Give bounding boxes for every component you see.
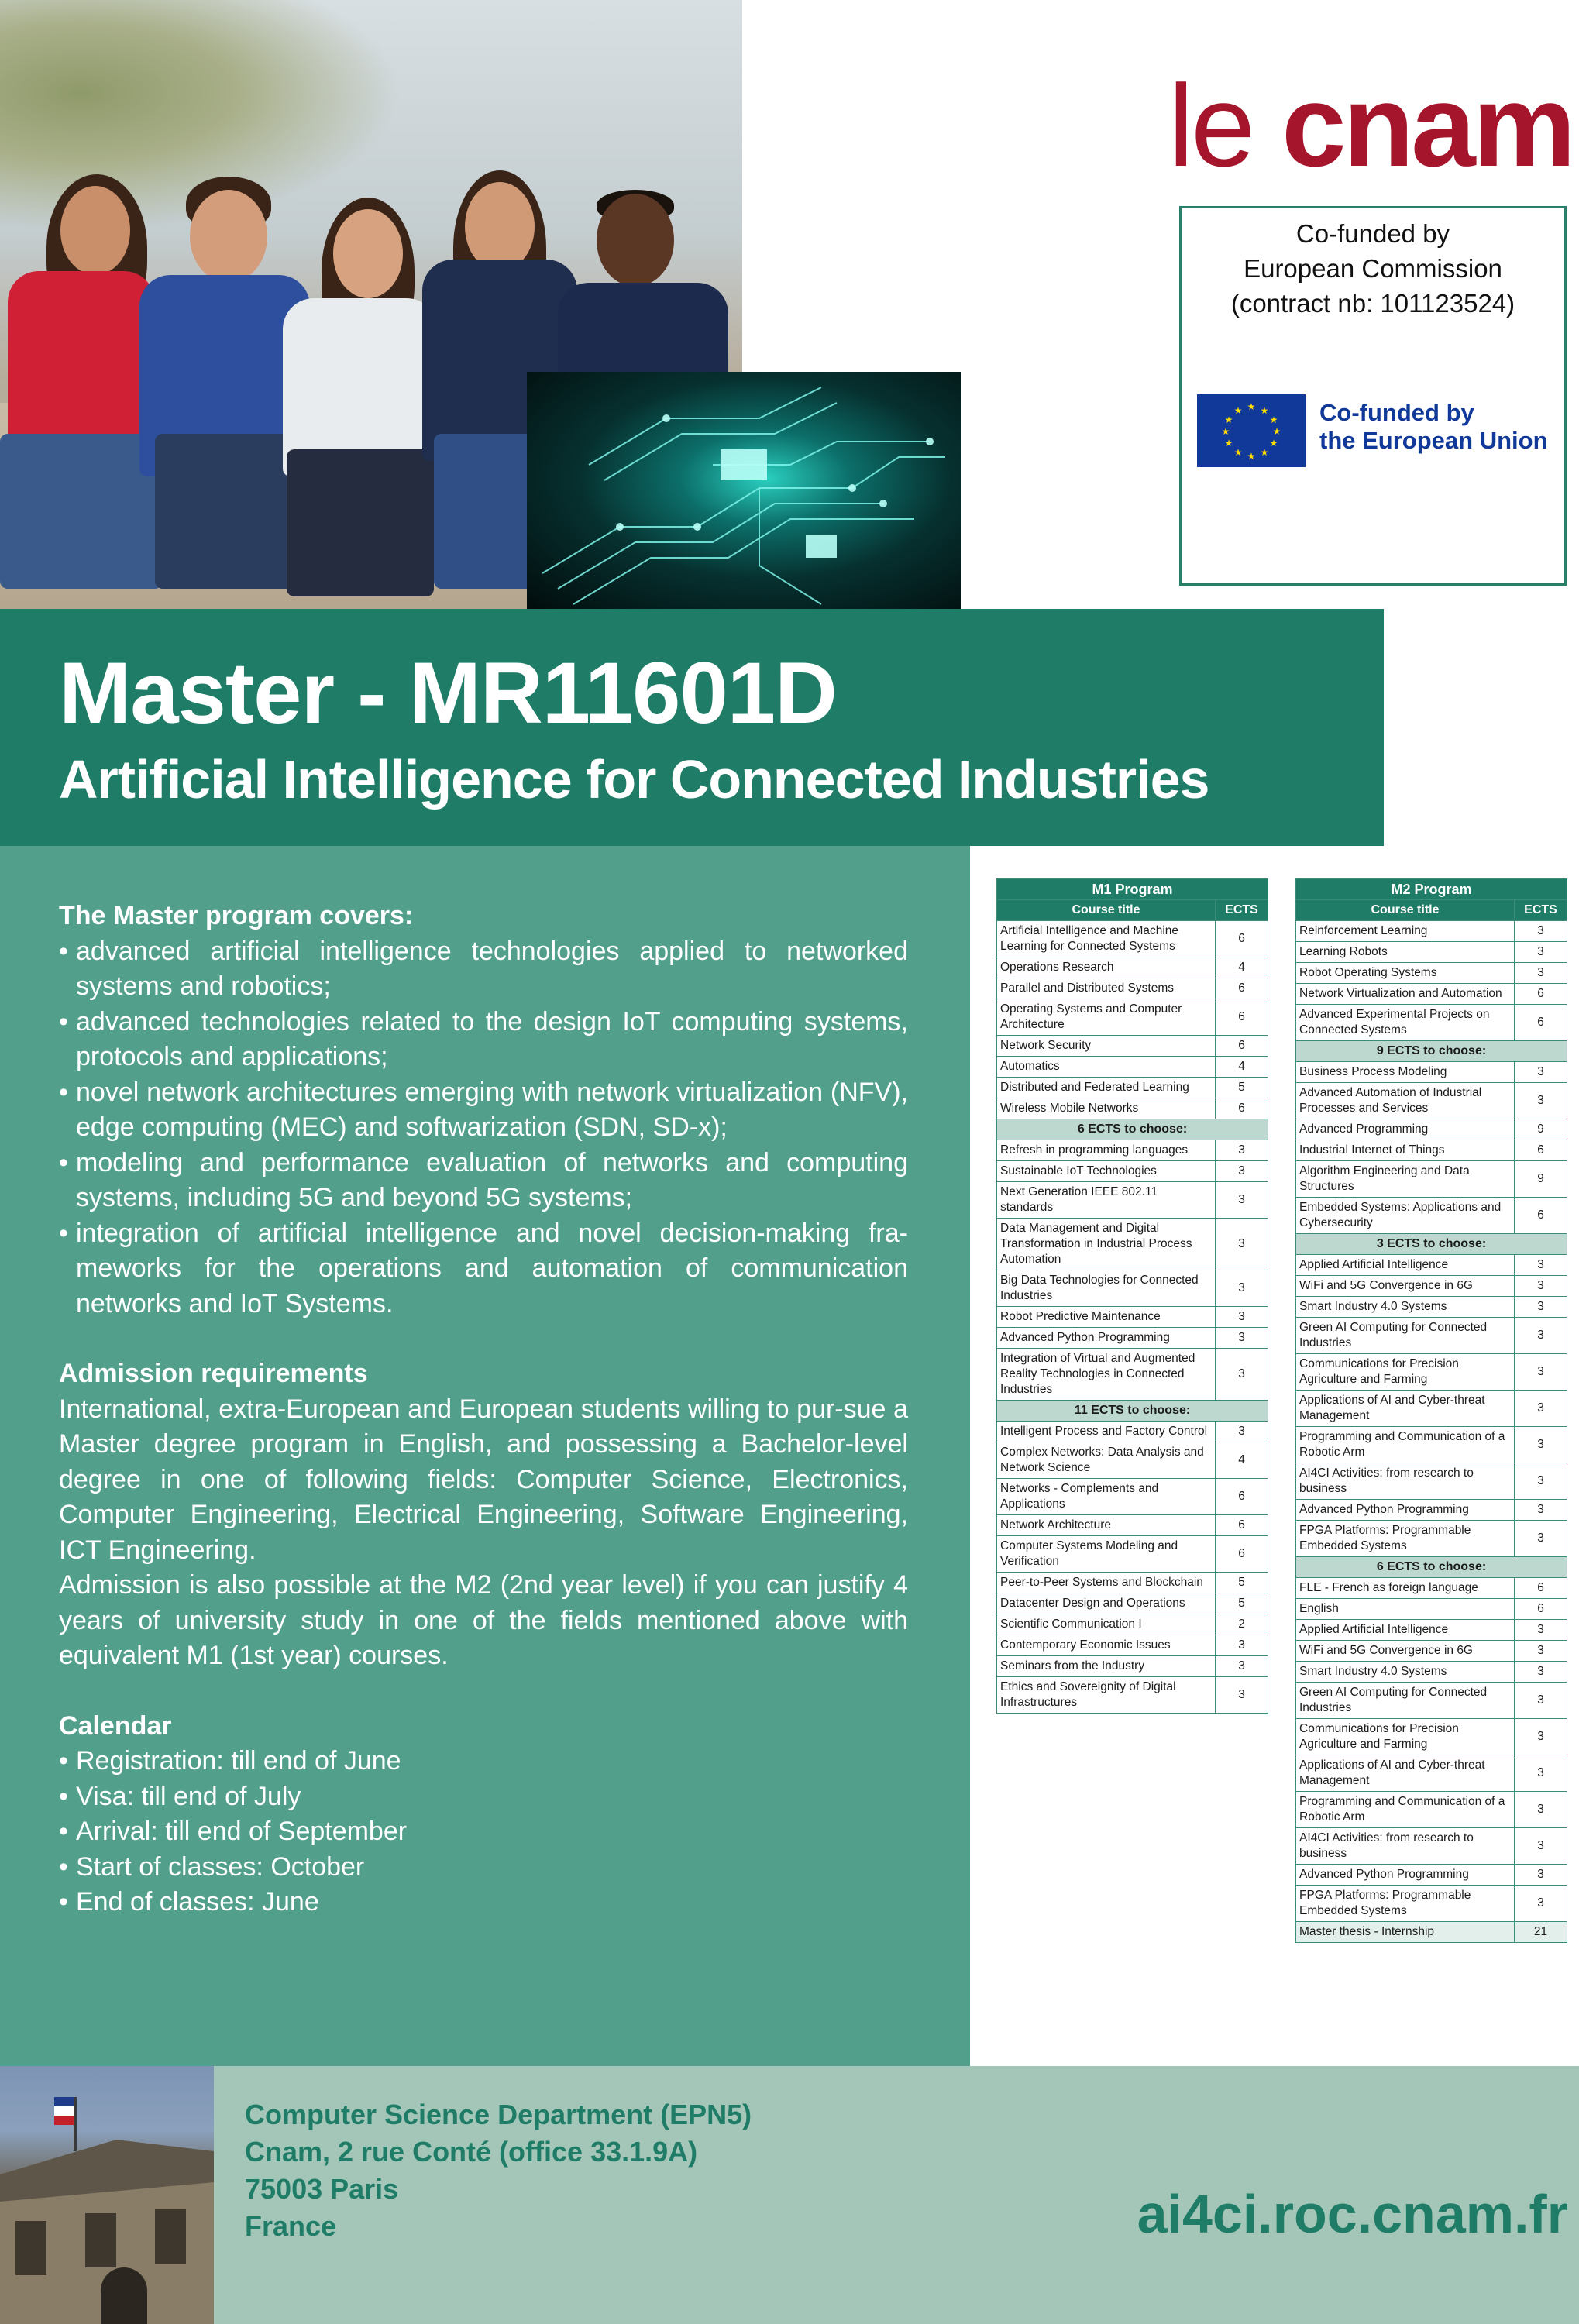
m2-col-course: Course title xyxy=(1296,900,1515,921)
course-ects: 3 xyxy=(1515,1255,1567,1276)
table-row xyxy=(1296,1578,1567,1599)
program-bullet: • integration of artificial intelligence and novel decision-making fra-meworks for the operations and automation of communication networks and IoT Systems. xyxy=(59,1216,908,1322)
course-title: Network Architecture xyxy=(997,1515,1216,1536)
m1-col-ects: ECTS xyxy=(1216,900,1268,921)
course-title: Master thesis - Internship xyxy=(1296,1922,1515,1943)
table-row xyxy=(997,1140,1268,1161)
calendar-item: • Registration: till end of June xyxy=(59,1744,908,1779)
eu-label-1: Co-funded by xyxy=(1319,399,1474,426)
master-code-title: Master - MR11601D xyxy=(59,645,837,741)
course-title: Green AI Computing for Connected Industries xyxy=(1296,1318,1515,1354)
course-title: Business Process Modeling xyxy=(1296,1062,1515,1083)
course-title: Parallel and Distributed Systems xyxy=(997,978,1216,999)
course-ects: 3 xyxy=(1515,1062,1567,1083)
course-title: Next Generation IEEE 802.11 standards xyxy=(997,1182,1216,1219)
course-title: Sustainable IoT Technologies xyxy=(997,1161,1216,1182)
section-label: 11 ECTS to choose: xyxy=(997,1401,1268,1422)
course-title: AI4CI Activities: from research to business xyxy=(1296,1828,1515,1865)
table-row xyxy=(997,1057,1268,1078)
course-ects: 3 xyxy=(1515,1354,1567,1391)
section-label: 6 ECTS to choose: xyxy=(1296,1557,1567,1578)
table-row xyxy=(1296,1683,1567,1719)
table-row xyxy=(1296,1318,1567,1354)
course-ects: 3 xyxy=(1515,921,1567,942)
m2-table-title: M2 Program xyxy=(1296,879,1567,900)
course-title: Data Management and Digital Transformation in Industrial Process Automation xyxy=(997,1219,1216,1270)
cofund-line-1: Co-funded by xyxy=(1295,219,1450,248)
calendar-heading: Calendar xyxy=(59,1710,172,1741)
course-title: Network Virtualization and Automation xyxy=(1296,984,1515,1005)
course-title: AI4CI Activities: from research to business xyxy=(1296,1463,1515,1500)
table-row xyxy=(997,1349,1268,1401)
address-line: 75003 Paris xyxy=(245,2173,399,2205)
svg-text:★: ★ xyxy=(1269,438,1278,449)
table-row xyxy=(1296,1922,1567,1943)
program-bullet: • modeling and performance evaluation of networks and computing systems, including 5G and beyond 5G systems; xyxy=(59,1146,908,1216)
course-ects: 3 xyxy=(1515,1083,1567,1119)
course-ects: 5 xyxy=(1216,1573,1268,1593)
table-row xyxy=(997,1270,1268,1307)
svg-text:★: ★ xyxy=(1247,451,1256,462)
course-ects: 3 xyxy=(1515,1620,1567,1641)
course-title: Automatics xyxy=(997,1057,1216,1078)
section-label: 6 ECTS to choose: xyxy=(997,1119,1268,1140)
table-row xyxy=(1296,1828,1567,1865)
table-row xyxy=(997,978,1268,999)
course-ects: 21 xyxy=(1515,1922,1567,1943)
svg-text:★: ★ xyxy=(1269,414,1278,425)
course-ects: 6 xyxy=(1216,1536,1268,1573)
course-ects: 3 xyxy=(1216,1635,1268,1656)
table-row xyxy=(997,1328,1268,1349)
table-row xyxy=(1296,1599,1567,1620)
info-content xyxy=(59,899,908,1920)
table-row xyxy=(997,1161,1268,1182)
course-ects: 4 xyxy=(1216,957,1268,978)
master-subtitle: Artificial Intelligence for Connected Industries xyxy=(59,749,1209,810)
table-row xyxy=(1296,1620,1567,1641)
course-title: Programming and Communication of a Robotic Arm xyxy=(1296,1792,1515,1828)
course-title: Complex Networks: Data Analysis and Network Science xyxy=(997,1442,1216,1479)
course-title: Advanced Python Programming xyxy=(1296,1500,1515,1521)
course-ects: 5 xyxy=(1216,1078,1268,1098)
course-ects: 6 xyxy=(1515,1140,1567,1161)
course-ects: 3 xyxy=(1216,1182,1268,1219)
course-title: FLE - French as foreign language xyxy=(1296,1578,1515,1599)
program-bullet: • novel network architectures emerging with network virtualization (NFV), edge computing (MEC) and softwarization (SDN, SD-x); xyxy=(59,1075,908,1146)
course-ects: 6 xyxy=(1515,1005,1567,1041)
table-row xyxy=(997,1479,1268,1515)
course-ects: 6 xyxy=(1216,921,1268,957)
table-row xyxy=(1296,963,1567,984)
table-row xyxy=(1296,1755,1567,1792)
address-line: Cnam, 2 rue Conté (office 33.1.9A) xyxy=(245,2136,698,2168)
admission-heading: Admission requirements xyxy=(59,1359,368,1388)
table-section-row xyxy=(1296,1234,1567,1255)
course-title: Programming and Communication of a Robotic Arm xyxy=(1296,1427,1515,1463)
course-title: Contemporary Economic Issues xyxy=(997,1635,1216,1656)
course-title: English xyxy=(1296,1599,1515,1620)
course-ects: 3 xyxy=(1515,1391,1567,1427)
course-title: Applications of AI and Cyber-threat Management xyxy=(1296,1755,1515,1792)
table-row xyxy=(1296,984,1567,1005)
course-ects: 3 xyxy=(1515,1276,1567,1297)
course-ects: 6 xyxy=(1515,1599,1567,1620)
svg-text:★: ★ xyxy=(1233,447,1243,458)
course-title: Applied Artificial Intelligence xyxy=(1296,1620,1515,1641)
table-row xyxy=(1296,1255,1567,1276)
course-title: FPGA Platforms: Programmable Embedded Systems xyxy=(1296,1521,1515,1557)
table-row xyxy=(997,1536,1268,1573)
cofunding-box xyxy=(1179,206,1567,586)
eu-label-2: the European Union xyxy=(1319,427,1548,454)
course-title: Reinforcement Learning xyxy=(1296,921,1515,942)
cofund-line-2: European Commission xyxy=(1244,254,1502,283)
course-ects: 6 xyxy=(1216,999,1268,1036)
table-row xyxy=(997,1182,1268,1219)
course-title: Robot Predictive Maintenance xyxy=(997,1307,1216,1328)
svg-text:★: ★ xyxy=(1260,447,1269,458)
course-ects: 3 xyxy=(1216,1270,1268,1307)
course-ects: 9 xyxy=(1515,1161,1567,1198)
table-row xyxy=(997,1656,1268,1677)
table-row xyxy=(997,1593,1268,1614)
table-row xyxy=(1296,1463,1567,1500)
course-title: Advanced Python Programming xyxy=(1296,1865,1515,1886)
course-title: Network Security xyxy=(997,1036,1216,1057)
course-title: Operations Research xyxy=(997,957,1216,978)
program-bullet: • advanced technologies related to the design IoT computing systems, protocols and applications; xyxy=(59,1005,908,1075)
course-title: Artificial Intelligence and Machine Learning for Connected Systems xyxy=(997,921,1216,957)
table-row xyxy=(1296,1641,1567,1662)
calendar-item: • Visa: till end of July xyxy=(59,1779,908,1815)
svg-text:★: ★ xyxy=(1224,438,1233,449)
table-section-row xyxy=(1296,1557,1567,1578)
course-title: Communications for Precision Agriculture and Farming xyxy=(1296,1719,1515,1755)
table-row xyxy=(997,1219,1268,1270)
course-ects: 3 xyxy=(1515,1755,1567,1792)
course-title: Advanced Automation of Industrial Processes and Services xyxy=(1296,1083,1515,1119)
course-title: Embedded Systems: Applications and Cybersecurity xyxy=(1296,1198,1515,1234)
calendar-item: • Arrival: till end of September xyxy=(59,1814,908,1850)
address-line: Computer Science Department (EPN5) xyxy=(245,2099,752,2130)
eu-flag-icon xyxy=(1197,394,1306,467)
section-label: 3 ECTS to choose: xyxy=(1296,1234,1567,1255)
table-row xyxy=(1296,1198,1567,1234)
svg-text:★: ★ xyxy=(1260,405,1269,416)
table-row xyxy=(997,957,1268,978)
course-ects: 3 xyxy=(1515,1719,1567,1755)
table-row xyxy=(1296,1140,1567,1161)
course-ects: 3 xyxy=(1216,1140,1268,1161)
cofund-line-3: (contract nb: 101123524) xyxy=(1230,289,1515,318)
table-row xyxy=(1296,1521,1567,1557)
program-heading: The Master program covers: xyxy=(59,901,414,930)
table-row xyxy=(1296,1276,1567,1297)
calendar-item: • Start of classes: October xyxy=(59,1850,908,1886)
table-row xyxy=(997,1442,1268,1479)
course-title: Distributed and Federated Learning xyxy=(997,1078,1216,1098)
table-row xyxy=(1296,1886,1567,1922)
table-row xyxy=(1296,1662,1567,1683)
course-title: Robot Operating Systems xyxy=(1296,963,1515,984)
course-ects: 3 xyxy=(1216,1219,1268,1270)
course-title: Refresh in programming languages xyxy=(997,1140,1216,1161)
table-row xyxy=(997,1078,1268,1098)
svg-text:★: ★ xyxy=(1247,401,1256,412)
course-title: Green AI Computing for Connected Industries xyxy=(1296,1683,1515,1719)
m1-program-table xyxy=(996,878,1268,1714)
course-title: Advanced Programming xyxy=(1296,1119,1515,1140)
course-title: Industrial Internet of Things xyxy=(1296,1140,1515,1161)
course-ects: 3 xyxy=(1216,1161,1268,1182)
course-ects: 6 xyxy=(1216,1479,1268,1515)
course-ects: 3 xyxy=(1515,1318,1567,1354)
course-ects: 3 xyxy=(1515,963,1567,984)
calendar-item: • End of classes: June xyxy=(59,1885,908,1920)
course-ects: 3 xyxy=(1216,1677,1268,1714)
course-title: WiFi and 5G Convergence in 6G xyxy=(1296,1276,1515,1297)
m1-table-title: M1 Program xyxy=(997,879,1268,900)
course-title: Advanced Python Programming xyxy=(997,1328,1216,1349)
course-ects: 3 xyxy=(1515,1463,1567,1500)
course-title: FPGA Platforms: Programmable Embedded Systems xyxy=(1296,1886,1515,1922)
course-title: Intelligent Process and Factory Control xyxy=(997,1422,1216,1442)
table-row xyxy=(1296,1297,1567,1318)
course-ects: 3 xyxy=(1515,1427,1567,1463)
course-title: Big Data Technologies for Connected Industries xyxy=(997,1270,1216,1307)
course-title: Ethics and Sovereignity of Digital Infrastructures xyxy=(997,1677,1216,1714)
svg-text:★: ★ xyxy=(1272,426,1281,437)
table-row xyxy=(1296,942,1567,963)
course-ects: 3 xyxy=(1515,1662,1567,1683)
table-row xyxy=(1296,1792,1567,1828)
admission-paragraph: International, extra-European and European students willing to pur-sue a Master degree program in English, and possessing a Bachelor-level degree in one of following fields: Computer Science, Electronics, Computer Engineering, Electrical Engineering, Software Engineering, ICT Engineering. xyxy=(59,1394,908,1565)
course-title: Advanced Experimental Projects on Connected Systems xyxy=(1296,1005,1515,1041)
table-row xyxy=(1296,1161,1567,1198)
table-row xyxy=(1296,1354,1567,1391)
course-title: Communications for Precision Agriculture and Farming xyxy=(1296,1354,1515,1391)
svg-text:★: ★ xyxy=(1233,405,1243,416)
course-title: Scientific Communication I xyxy=(997,1614,1216,1635)
course-ects: 9 xyxy=(1515,1119,1567,1140)
course-ects: 3 xyxy=(1515,1865,1567,1886)
course-title: WiFi and 5G Convergence in 6G xyxy=(1296,1641,1515,1662)
table-row xyxy=(997,1677,1268,1714)
course-title: Datacenter Design and Operations xyxy=(997,1593,1216,1614)
course-ects: 3 xyxy=(1515,942,1567,963)
course-ects: 3 xyxy=(1515,1792,1567,1828)
table-section-row xyxy=(997,1401,1268,1422)
table-row xyxy=(1296,1865,1567,1886)
table-row xyxy=(1296,921,1567,942)
program-bullet: • advanced artificial intelligence technologies applied to networked systems and robotics; xyxy=(59,934,908,1005)
table-row xyxy=(1296,1500,1567,1521)
table-row xyxy=(1296,1005,1567,1041)
course-ects: 3 xyxy=(1515,1886,1567,1922)
course-title: Networks - Complements and Applications xyxy=(997,1479,1216,1515)
course-ects: 3 xyxy=(1515,1828,1567,1865)
table-row xyxy=(997,1098,1268,1119)
circuit-board-photo xyxy=(527,372,961,609)
m1-col-course: Course title xyxy=(997,900,1216,921)
table-row xyxy=(997,1635,1268,1656)
cnam-logo: le cnam xyxy=(1168,60,1573,191)
course-ects: 6 xyxy=(1216,1098,1268,1119)
course-ects: 3 xyxy=(1515,1521,1567,1557)
course-title: Applications of AI and Cyber-threat Management xyxy=(1296,1391,1515,1427)
table-row xyxy=(997,921,1268,957)
address-line: France xyxy=(245,2210,337,2242)
svg-text:★: ★ xyxy=(1221,426,1230,437)
table-section-row xyxy=(997,1119,1268,1140)
course-ects: 2 xyxy=(1216,1614,1268,1635)
table-row xyxy=(1296,1427,1567,1463)
course-title: Computer Systems Modeling and Verification xyxy=(997,1536,1216,1573)
course-ects: 6 xyxy=(1515,1578,1567,1599)
course-title: Smart Industry 4.0 Systems xyxy=(1296,1297,1515,1318)
course-ects: 3 xyxy=(1216,1656,1268,1677)
table-section-row xyxy=(1296,1041,1567,1062)
course-ects: 3 xyxy=(1216,1422,1268,1442)
course-ects: 3 xyxy=(1216,1349,1268,1401)
m2-col-ects: ECTS xyxy=(1515,900,1567,921)
table-row xyxy=(997,1422,1268,1442)
course-ects: 3 xyxy=(1515,1683,1567,1719)
course-ects: 3 xyxy=(1216,1307,1268,1328)
course-ects: 4 xyxy=(1216,1442,1268,1479)
course-ects: 6 xyxy=(1216,978,1268,999)
table-row xyxy=(997,1614,1268,1635)
course-title: Operating Systems and Computer Architecture xyxy=(997,999,1216,1036)
course-title: Learning Robots xyxy=(1296,942,1515,963)
course-ects: 6 xyxy=(1216,1515,1268,1536)
course-title: Wireless Mobile Networks xyxy=(997,1098,1216,1119)
table-row xyxy=(1296,1062,1567,1083)
course-title: Algorithm Engineering and Data Structures xyxy=(1296,1161,1515,1198)
course-ects: 4 xyxy=(1216,1057,1268,1078)
website-link[interactable]: ai4ci.roc.cnam.fr xyxy=(1137,2184,1568,2244)
course-title: Integration of Virtual and Augmented Reality Technologies in Connected Industries xyxy=(997,1349,1216,1401)
table-row xyxy=(997,1515,1268,1536)
table-row xyxy=(997,1573,1268,1593)
m2-program-table xyxy=(1295,878,1567,1943)
table-row xyxy=(1296,1083,1567,1119)
course-ects: 3 xyxy=(1515,1297,1567,1318)
section-label: 9 ECTS to choose: xyxy=(1296,1041,1567,1062)
table-row xyxy=(997,1307,1268,1328)
course-title: Peer-to-Peer Systems and Blockchain xyxy=(997,1573,1216,1593)
course-ects: 6 xyxy=(1515,1198,1567,1234)
course-ects: 3 xyxy=(1515,1500,1567,1521)
course-title: Seminars from the Industry xyxy=(997,1656,1216,1677)
course-ects: 6 xyxy=(1515,984,1567,1005)
table-row xyxy=(1296,1391,1567,1427)
table-row xyxy=(997,1036,1268,1057)
building-photo xyxy=(0,2066,214,2324)
course-ects: 3 xyxy=(1216,1328,1268,1349)
course-title: Applied Artificial Intelligence xyxy=(1296,1255,1515,1276)
course-title: Smart Industry 4.0 Systems xyxy=(1296,1662,1515,1683)
table-row xyxy=(1296,1119,1567,1140)
course-ects: 6 xyxy=(1216,1036,1268,1057)
table-row xyxy=(1296,1719,1567,1755)
table-row xyxy=(997,999,1268,1036)
course-ects: 5 xyxy=(1216,1593,1268,1614)
svg-text:★: ★ xyxy=(1224,414,1233,425)
course-ects: 3 xyxy=(1515,1641,1567,1662)
admission-paragraph-m2: Admission is also possible at the M2 (2nd year level) if you can justify 4 years of university study in one of the fields mentioned above with equivalent M1 (1st year) courses. xyxy=(59,1570,908,1670)
